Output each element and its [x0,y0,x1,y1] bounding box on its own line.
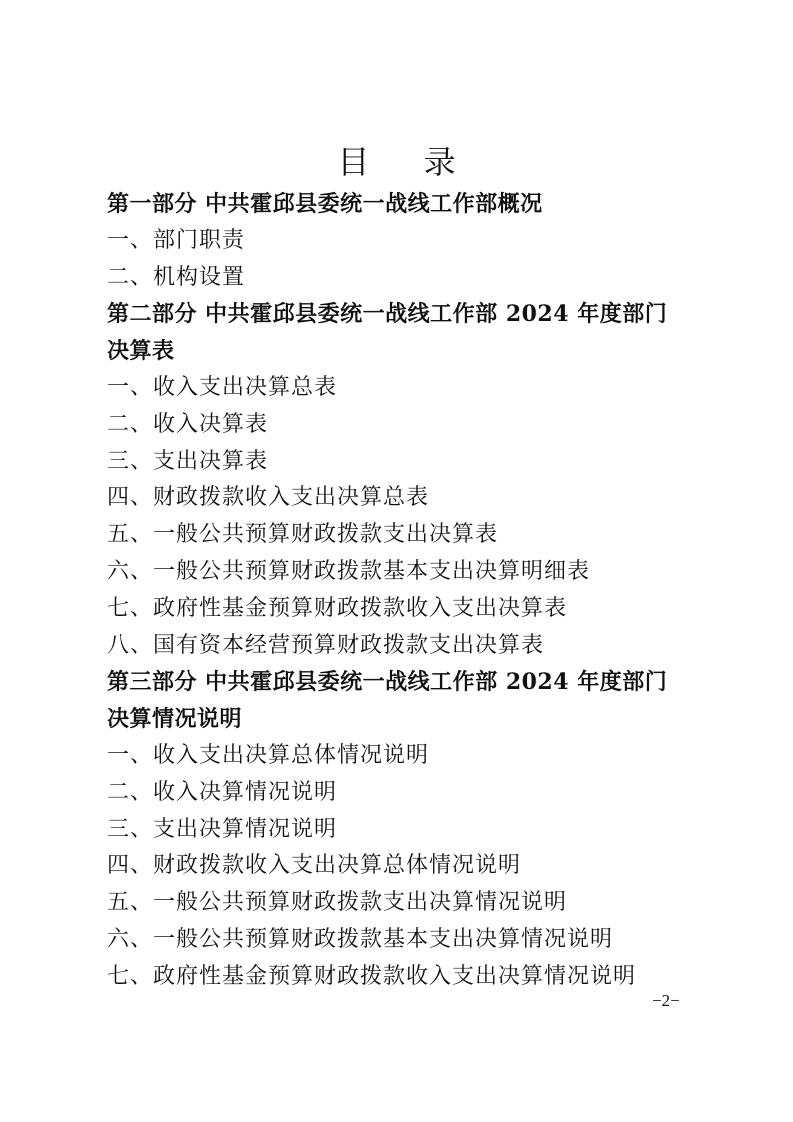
toc-entry: 一、收入支出决算总体情况说明 [107,742,430,768]
toc-entry: 三、支出决算表 [107,448,269,474]
toc-entry: 三、支出决算情况说明 [107,816,338,842]
toc-entry: 五、一般公共预算财政拨款支出决算情况说明 [107,890,568,916]
toc-section-heading: 第二部分 中共霍邱县委统一战线工作部 2024 年度部门 [107,301,668,328]
toc-entry: 一、部门职责 [107,227,246,253]
toc-entry: 二、机构设置 [107,264,246,290]
toc-section-heading: 第三部分 中共霍邱县委统一战线工作部 2024 年度部门 [107,669,668,696]
page-number: −2− [652,991,680,1010]
toc-entry: 四、财政拨款收入支出决算总表 [107,485,430,511]
toc-section-heading: 决算情况说明 [107,706,243,733]
toc-entry: 六、一般公共预算财政拨款基本支出决算明细表 [107,558,591,584]
page-title: 目 录 [337,143,478,181]
toc-entry: 六、一般公共预算财政拨款基本支出决算情况说明 [107,926,614,952]
toc-section-heading: 第一部分 中共霍邱县委统一战线工作部概况 [107,191,543,217]
toc-entry: 七、政府性基金预算财政拨款收入支出决算情况说明 [107,963,637,989]
toc-entry: 八、国有资本经营预算财政拨款支出决算表 [107,632,545,658]
toc-entry: 二、收入决算情况说明 [107,779,338,805]
toc-entry: 一、收入支出决算总表 [107,374,338,400]
toc-entry: 五、一般公共预算财政拨款支出决算表 [107,522,499,548]
toc-entry: 四、财政拨款收入支出决算总体情况说明 [107,853,522,879]
toc-entry: 七、政府性基金预算财政拨款收入支出决算表 [107,595,568,621]
toc-section-heading: 决算表 [107,338,175,365]
table-of-contents [107,186,707,996]
toc-entry: 二、收入决算表 [107,411,269,437]
